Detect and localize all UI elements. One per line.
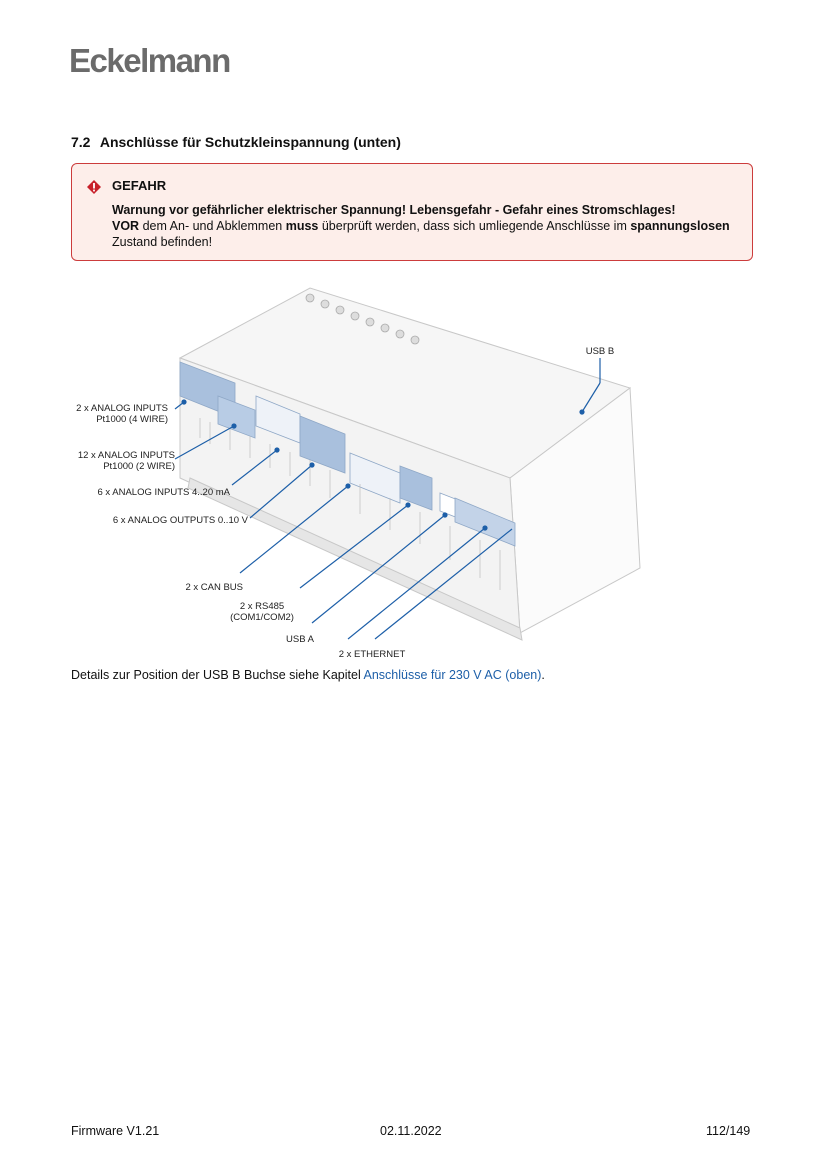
danger-text <box>112 202 742 250</box>
danger-text-part: dem An- und Abklemmen <box>139 219 286 233</box>
chapter-link[interactable]: Anschlüsse für 230 V AC (oben) <box>363 668 542 682</box>
label-usb-a: USB A <box>286 634 314 645</box>
section-number: 7.2 <box>71 134 91 150</box>
danger-notice <box>71 163 753 261</box>
danger-text-part: Zustand befinden! <box>112 235 213 249</box>
section-title: Anschlüsse für Schutzkleinspannung (unten) <box>99 134 401 150</box>
label-ai2-line2: Pt1000 (2 WIRE) <box>103 461 175 472</box>
footer-firmware: Firmware V1.21 <box>71 1124 160 1138</box>
label-ai4-line2: Pt1000 (4 WIRE) <box>96 414 168 425</box>
label-ethernet: 2 x ETHERNET <box>338 649 406 660</box>
label-ai2-line1: 12 x ANALOG INPUTS <box>77 450 175 461</box>
danger-warning-line: Warnung vor gefährlicher elektrischer Spannung! Lebensgefahr - Gefahr eines Stromschlages! <box>112 203 676 217</box>
warning-icon <box>86 179 102 195</box>
section-heading <box>71 134 401 150</box>
details-text: Details zur Position der USB B Buchse siehe Kapitel <box>71 668 364 682</box>
device-body <box>180 288 640 640</box>
company-logo: Eckelmann <box>69 42 230 79</box>
danger-vor: VOR <box>112 219 140 233</box>
details-end: . <box>541 668 545 682</box>
label-rs485-line2: (COM1/COM2) <box>230 612 294 623</box>
label-can-bus: 2 x CAN BUS <box>185 582 243 593</box>
footer-date: 02.11.2022 <box>380 1124 442 1138</box>
danger-title: GEFAHR <box>112 178 167 193</box>
footer-page-number: 112/149 <box>706 1124 751 1138</box>
device-figure <box>60 278 720 663</box>
danger-spannungslosen: spannungslosen <box>630 219 730 233</box>
label-rs485-line1: 2 x RS485 <box>239 601 285 612</box>
details-paragraph <box>71 668 545 682</box>
device-illustration <box>60 278 720 663</box>
danger-text-part: überprüft werden, dass sich umliegende Anschlüsse im <box>318 219 631 233</box>
label-ao: 6 x ANALOG OUTPUTS 0..10 V <box>112 515 248 526</box>
label-ai-420: 6 x ANALOG INPUTS 4..20 mA <box>97 487 230 498</box>
danger-muss: muss <box>285 219 319 233</box>
label-ai4-line1: 2 x ANALOG INPUTS <box>76 403 168 414</box>
label-usb-b: USB B <box>585 346 615 357</box>
